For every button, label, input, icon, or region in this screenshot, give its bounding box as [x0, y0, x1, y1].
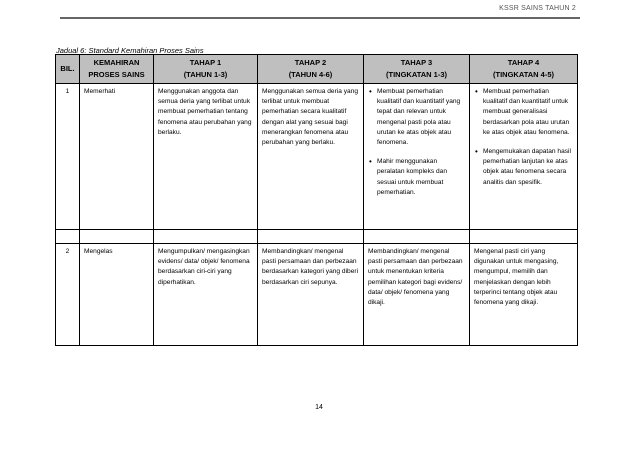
tahap1-text: Menggunakan anggota dan semua deria yang terlibat untuk membuat pemerhatian tentang fenomena atau perubahan yang berlaku.: [154, 84, 258, 230]
header-tahap1: TAHAP 1 (TAHUN 1-3): [154, 55, 258, 84]
tahap3-bullet: • Mahir menggunakan peralatan kompleks dan sesuai untuk membuat pemerhatian.: [377, 157, 465, 198]
tahap4-bullet: • Mengemukakan dapatan hasil pemerhatian lanjutan ke atas objek atau fenomena secara analitis dan spesifik.: [483, 147, 573, 188]
tahap4-bullet: • Membuat pemerhatian kualitatif dan kuantitatif untuk membuat generalisasi berdasarkan pola atau urutan ke atas objek atau fenomena.: [483, 87, 573, 138]
header-kemahiran: KEMAHIRAN PROSES SAINS: [80, 55, 154, 84]
table-header-row: [56, 55, 578, 84]
running-title: KSSR SAINS TAHUN 2: [499, 5, 576, 12]
row-number: 2: [56, 244, 80, 346]
tahap3-text: Membandingkan/ mengenal pasti persamaan dan perbezaan untuk menentukan kriteria pemilihan kategori bagi evidens/ data/ objek/ fenomena yang dikaji.: [364, 244, 470, 346]
tahap2-text: Menggunakan semua deria yang terlibat untuk membuat pemerhatian secara kualitatif dengan alat yang sesuai bagi menerangkan fenomena atau perubahan yang berlaku.: [258, 84, 364, 230]
tahap4-cell: [470, 84, 578, 230]
header-tahap3: TAHAP 3 (TINGKATAN 1-3): [364, 55, 470, 84]
row-spacer: [56, 230, 578, 244]
skill-name: Mengelas: [80, 244, 154, 346]
header-tahap4: TAHAP 4 (TINGKATAN 4-5): [470, 55, 578, 84]
tahap1-text: Mengumpulkan/ mengasingkan evidens/ data/ objek/ fenomena berdasarkan ciri-ciri yang diperhatikan.: [154, 244, 258, 346]
tahap4-text: Mengenal pasti ciri yang digunakan untuk mengasing, mengumpul, memilih dan menjelaskan dengan lebih terperinci tentang objek atau fenomena yang dikaji.: [470, 244, 578, 346]
page-header: [0, 0, 638, 18]
header-rule: [60, 17, 580, 19]
table-row: [56, 244, 578, 346]
standards-table: [55, 54, 578, 346]
skill-name: Memerhati: [80, 84, 154, 230]
header-bil: BIL.: [56, 55, 80, 84]
tahap3-bullet: • Membuat pemerhatian kualitatif dan kuantitatif yang tepat dan relevan untuk mengenal pasti pola atau urutan ke atas objek atau fenomena.: [377, 87, 465, 148]
row-number: 1: [56, 84, 80, 230]
tahap2-text: Membandingkan/ mengenal pasti persamaan dan perbezaan berdasarkan kategori yang diberi berdasarkan ciri sepunya.: [258, 244, 364, 346]
header-tahap2: TAHAP 2 (TAHUN 4-6): [258, 55, 364, 84]
page-number: 14: [315, 404, 323, 411]
table-row: [56, 84, 578, 230]
table-caption: Jadual 6: Standard Kemahiran Proses Sains: [56, 46, 204, 55]
tahap3-cell: [364, 84, 470, 230]
